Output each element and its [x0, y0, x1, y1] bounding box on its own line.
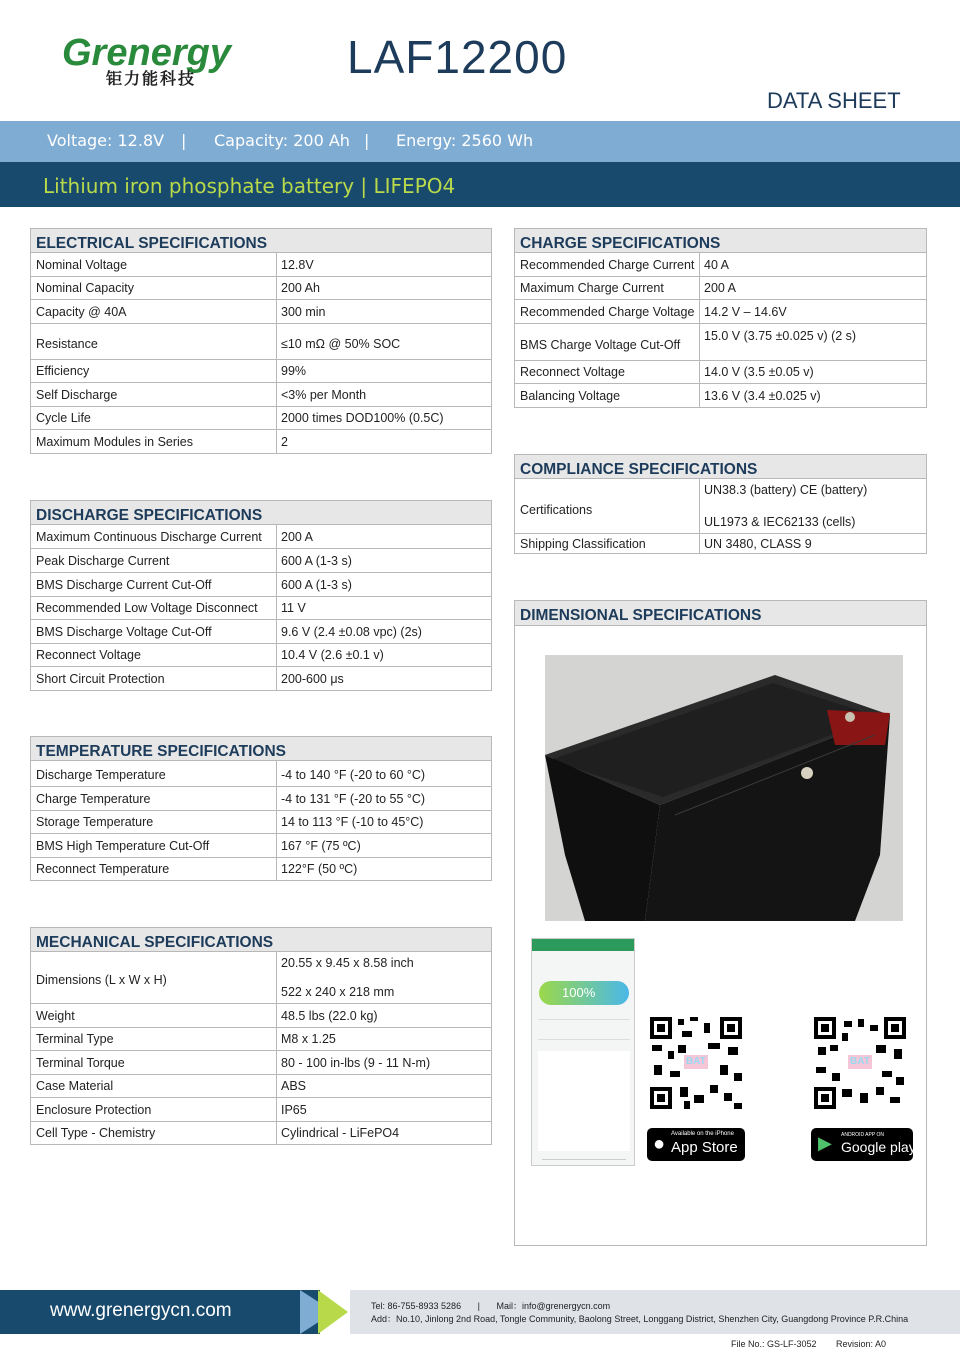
table-row: [30, 430, 492, 454]
table-row: [30, 620, 492, 644]
spec-label: Self Discharge: [36, 388, 118, 402]
spec-value: 200 A: [704, 281, 736, 295]
spec-label: BMS Discharge Voltage Cut-Off: [36, 625, 212, 639]
spec-label: Reconnect Voltage: [36, 648, 141, 662]
spec-value: 167 °F (75 ºC): [281, 839, 361, 853]
spec-value: 80 - 100 in-lbs (9 - 11 N-m): [281, 1056, 431, 1070]
spec-label: BMS High Temperature Cut-Off: [36, 839, 210, 853]
table-row: [30, 525, 492, 549]
voltage-summary: Voltage: 12.8V: [47, 131, 165, 150]
website-link[interactable]: www.grenergycn.com: [50, 1300, 232, 1321]
table-row: [30, 573, 492, 597]
apple-icon: ●: [653, 1133, 666, 1155]
energy-summary: Energy: 2560 Wh: [396, 131, 534, 150]
spec-label: Certifications: [520, 503, 593, 517]
company-logo: [62, 32, 242, 92]
spec-label: Discharge Temperature: [36, 768, 166, 782]
table-row: [30, 761, 492, 787]
email-address[interactable]: Mail：info@grenergycn.com: [496, 1301, 611, 1311]
table-row: [30, 644, 492, 667]
spec-label: Enclosure Protection: [36, 1103, 152, 1117]
spec-label: Storage Temperature: [36, 815, 154, 829]
capacity-summary: Capacity: 200 Ah: [214, 131, 350, 150]
app-store-badge[interactable]: [647, 1128, 745, 1161]
table-row: [514, 384, 927, 408]
spec-value: 40 A: [704, 258, 730, 272]
spec-value: 13.6 V (3.4 ±0.025 v): [704, 389, 821, 403]
table-row: [30, 1122, 492, 1145]
spec-value: 11 V: [281, 601, 306, 615]
spec-label: Resistance: [36, 337, 98, 351]
google-play-badge[interactable]: [811, 1128, 916, 1161]
table-row: [514, 361, 927, 384]
play-icon: ▶: [818, 1133, 832, 1153]
spec-label: Terminal Torque: [36, 1056, 125, 1070]
spec-label: Cell Type - Chemistry: [36, 1126, 156, 1140]
spec-value: 20.55 x 9.45 x 8.58 inch: [281, 956, 414, 970]
spec-value: -4 to 140 °F (-20 to 60 °C): [281, 768, 426, 782]
qr-code-android[interactable]: [812, 1015, 908, 1111]
spec-label: Peak Discharge Current: [36, 554, 170, 568]
spec-label: Short Circuit Protection: [36, 672, 165, 686]
contact-separator: |: [477, 1301, 480, 1311]
spec-label: Reconnect Temperature: [36, 862, 170, 876]
temperature-specifications: [30, 736, 492, 881]
spec-value: 200 Ah: [281, 281, 320, 295]
spec-value: -4 to 131 °F (-20 to 55 °C): [281, 792, 426, 806]
battery-photo: [545, 655, 903, 921]
section-title: TEMPERATURE SPECIFICATIONS: [30, 736, 492, 761]
table-row: [30, 834, 492, 858]
section-title: DISCHARGE SPECIFICATIONS: [30, 500, 492, 525]
spec-value: ≤10 mΩ @ 50% SOC: [281, 337, 401, 351]
section-title: ELECTRICAL SPECIFICATIONS: [30, 228, 492, 253]
footer: [0, 1290, 960, 1334]
spec-value: M8 x 1.25: [281, 1032, 336, 1046]
table-row: [30, 811, 492, 834]
google-play-caption: ANDROID APP ON: [841, 1132, 884, 1138]
charge-specifications: [514, 228, 927, 408]
company-address: Add：No.10, Jinlong 2nd Road, Tongle Community, Baolong Street, Longgang District, Shenzhen City, Guangdong Province P.R.China: [371, 1314, 909, 1324]
phone-number: Tel: 86-755-8933 5286: [371, 1301, 462, 1311]
subtitle-banner: [0, 162, 960, 207]
qr-code-ios[interactable]: [648, 1015, 744, 1111]
app-store-label: App Store: [671, 1139, 738, 1156]
table-row: [30, 324, 492, 360]
revision-number: Revision: A0: [836, 1339, 887, 1349]
spec-value: <3% per Month: [281, 388, 367, 402]
spec-label: Reconnect Voltage: [520, 365, 625, 379]
spec-value: 600 A (1-3 s): [281, 578, 352, 592]
spec-value: 48.5 lbs (22.0 kg): [281, 1009, 378, 1023]
app-store-caption: Available on the iPhone: [671, 1131, 734, 1137]
table-row: [30, 1051, 492, 1075]
table-row: [30, 787, 492, 811]
table-row: [514, 324, 927, 361]
table-row: [30, 549, 492, 573]
contact-line: [371, 1299, 610, 1312]
spec-label: Terminal Type: [36, 1032, 114, 1046]
table-row: [514, 479, 927, 534]
table-row: [30, 952, 492, 1004]
section-title: MECHANICAL SPECIFICATIONS: [30, 927, 492, 952]
spec-value: 522 x 240 x 218 mm: [281, 985, 395, 999]
google-play-label: Google play: [841, 1139, 916, 1155]
spec-label: Recommended Charge Voltage: [520, 305, 695, 319]
spec-label: Maximum Modules in Series: [36, 435, 193, 449]
spec-value: UN38.3 (battery) CE (battery): [704, 483, 868, 497]
file-number: File No.: GS-LF-3052: [731, 1339, 817, 1349]
spec-label: Capacity @ 40A: [36, 305, 127, 319]
spec-label: Maximum Continuous Discharge Current: [36, 530, 262, 544]
spec-value: ABS: [281, 1079, 307, 1093]
banner-separator: |: [364, 131, 370, 150]
spec-label: Nominal Capacity: [36, 281, 134, 295]
section-title: CHARGE SPECIFICATIONS: [514, 228, 927, 253]
product-subtitle: Lithium iron phosphate battery | LIFEPO4: [43, 174, 456, 198]
spec-label: BMS Charge Voltage Cut-Off: [520, 338, 681, 352]
logo-wordmark: Grenergy: [62, 32, 231, 74]
summary-banner: [0, 121, 960, 162]
table-row: [30, 597, 492, 620]
table-row: [30, 858, 492, 881]
spec-value: 200-600 μs: [281, 672, 344, 686]
spec-value: 10.4 V (2.6 ±0.1 v): [281, 648, 384, 662]
section-title: DIMENSIONAL SPECIFICATIONS: [515, 601, 926, 626]
spec-label: Case Material: [36, 1079, 114, 1093]
electrical-specifications: [30, 228, 492, 454]
spec-label: Balancing Voltage: [520, 389, 621, 403]
table-row: [30, 383, 492, 407]
spec-value: UN 3480, CLASS 9: [704, 537, 812, 551]
spec-value: 300 min: [281, 305, 326, 319]
spec-value: 14.2 V – 14.6V: [704, 305, 787, 319]
spec-value: 12.8V: [281, 258, 314, 272]
table-row: [30, 1075, 492, 1098]
spec-label: Dimensions (L x W x H): [36, 973, 167, 987]
document-type: DATA SHEET: [767, 88, 901, 113]
state-of-charge: 100%: [562, 985, 596, 1000]
spec-label: BMS Discharge Current Cut-Off: [36, 578, 212, 592]
table-row: [514, 300, 927, 324]
banner-separator: |: [181, 131, 187, 150]
spec-label: Recommended Low Voltage Disconnect: [36, 601, 258, 615]
spec-value: 200 A: [281, 530, 313, 544]
table-row: [30, 253, 492, 277]
section-title: COMPLIANCE SPECIFICATIONS: [514, 454, 927, 479]
spec-value: 600 A (1-3 s): [281, 554, 352, 568]
spec-label: Recommended Charge Current: [520, 258, 695, 272]
spec-value: 9.6 V (2.4 ±0.08 vpc) (2s): [281, 625, 422, 639]
spec-value: 14.0 V (3.5 ±0.05 v): [704, 365, 814, 379]
table-row: [30, 360, 492, 383]
discharge-specifications: [30, 500, 492, 691]
table-row: [30, 667, 492, 691]
spec-label: Weight: [36, 1009, 75, 1023]
spec-value: 15.0 V (3.75 ±0.025 v) (2 s): [704, 329, 857, 343]
qr-center-label: BAT: [686, 1056, 706, 1067]
table-row: [514, 534, 927, 554]
qr-center-label: BAT: [850, 1056, 870, 1067]
battery-illustration: [545, 655, 903, 921]
spec-value: 99%: [281, 364, 307, 378]
spec-value: UL1973 & IEC62133 (cells): [704, 515, 856, 529]
table-row: [30, 407, 492, 430]
table-row: [30, 1004, 492, 1028]
table-row: [30, 1028, 492, 1051]
table-row: [514, 277, 927, 300]
model-number: LAF12200: [347, 31, 568, 83]
table-row: [30, 300, 492, 324]
table-row: [30, 1098, 492, 1122]
spec-value: IP65: [281, 1103, 307, 1117]
compliance-specifications: [514, 454, 927, 554]
spec-value: Cylindrical - LiFePO4: [281, 1126, 400, 1140]
spec-value: 2: [281, 435, 288, 449]
mechanical-specifications: [30, 927, 492, 1145]
spec-label: Maximum Charge Current: [520, 281, 664, 295]
spec-value: 2000 times DOD100% (0.5C): [281, 411, 444, 425]
spec-label: Charge Temperature: [36, 792, 151, 806]
table-row: [30, 277, 492, 300]
spec-label: Efficiency: [36, 364, 90, 378]
mobile-app-screenshot: [531, 938, 635, 1166]
spec-label: Shipping Classification: [520, 537, 646, 551]
spec-label: Cycle Life: [36, 411, 91, 425]
spec-value: 14 to 113 °F (-10 to 45°C): [281, 815, 424, 829]
spec-value: 122°F (50 ºC): [281, 862, 358, 876]
logo-chinese-name: 钜力能科技: [106, 69, 197, 88]
table-row: [514, 253, 927, 277]
spec-label: Nominal Voltage: [36, 258, 128, 272]
